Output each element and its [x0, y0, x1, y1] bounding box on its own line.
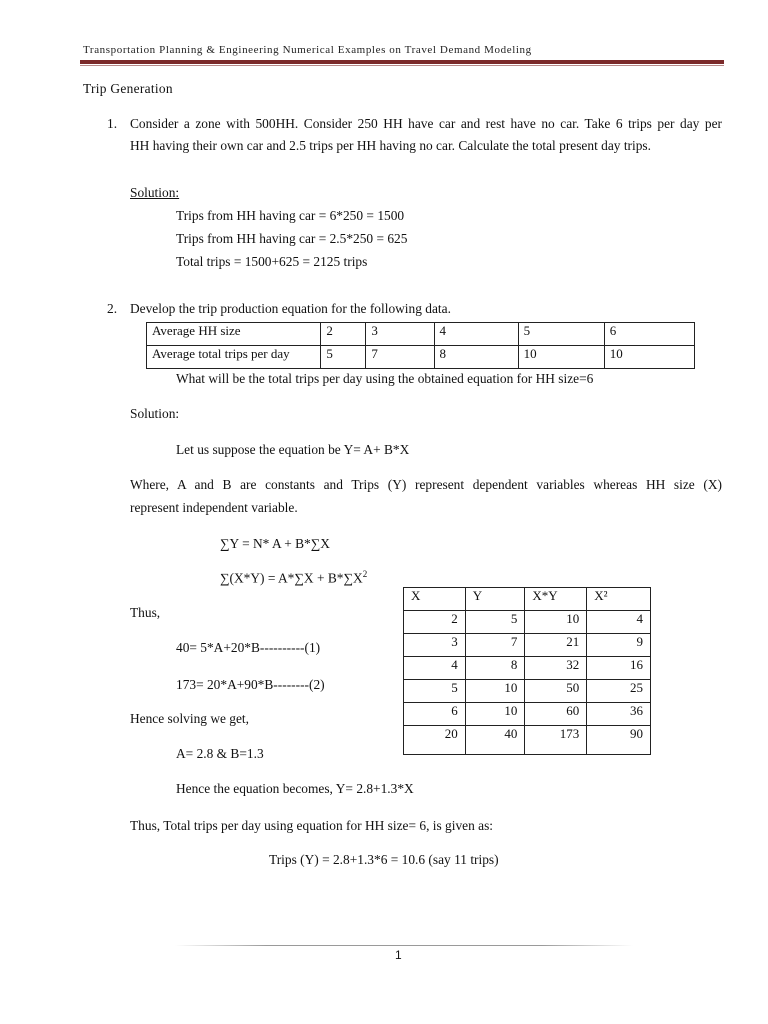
table-cell: 50 [525, 680, 587, 703]
table-row [404, 680, 651, 703]
header-rule-thin [80, 65, 724, 66]
table-header-row [404, 588, 651, 611]
numbered-equation-2: 173= 20*A+90*B--------(2) [176, 677, 325, 692]
table-cell: 173 [525, 726, 587, 755]
table-cell: 5 [518, 323, 604, 346]
equation-assumption: Let us suppose the equation be Y= A+ B*X [176, 442, 410, 457]
table-cell: 3 [404, 634, 466, 657]
problem-1-line-1: Consider a zone with 500HH. Consider 250 HH have car and rest have no car. Take 6 trips per day per [130, 116, 722, 131]
problem-1-line-2: HH having their own car and 2.5 trips per HH having no car. Calculate the total present day trips. [130, 138, 651, 153]
table-cell: 8 [434, 346, 518, 369]
table-cell: 20 [404, 726, 466, 755]
problem-2-statement: Develop the trip production equation for the following data. [130, 301, 451, 316]
table-cell: 2 [321, 323, 366, 346]
table-cell: 10 [525, 611, 587, 634]
table-row [404, 703, 651, 726]
superscript: 2 [362, 569, 368, 579]
normal-equation-sum-xy-text: ∑(X*Y) = A*∑X + B*∑X [220, 570, 363, 586]
table-cell: 10 [518, 346, 604, 369]
where-line-1: Where, A and B are constants and Trips (Y) represent dependent variables whereas HH size (X) [130, 477, 722, 492]
table-cell: 5 [404, 680, 466, 703]
table-header-cell: X*Y [525, 588, 587, 611]
table-cell: 32 [525, 657, 587, 680]
problem-1-solution-label: Solution: [130, 185, 180, 200]
table-cell: 10 [604, 346, 694, 369]
solution-constants: A= 2.8 & B=1.3 [176, 746, 264, 761]
table-row [404, 657, 651, 680]
table-cell: 2 [404, 611, 466, 634]
table-header-cell: Y [465, 588, 525, 611]
table-cell: 6 [404, 703, 466, 726]
table-row [404, 634, 651, 657]
table-total-row [404, 726, 651, 755]
table-cell: 4 [587, 611, 651, 634]
table-header-cell: X [404, 588, 466, 611]
problem-2-number: 2. [107, 301, 118, 316]
header-rule [80, 60, 724, 64]
table-cell: Average HH size [147, 323, 321, 346]
page-number: 1 [395, 948, 402, 962]
table-cell: 3 [366, 323, 434, 346]
table-row [147, 323, 695, 346]
problem-2-solution-label: Solution: [130, 406, 180, 421]
problem-1-step-3: Total trips = 1500+625 = 2125 trips [176, 254, 368, 269]
table-cell: 10 [465, 680, 525, 703]
table-cell: 7 [366, 346, 434, 369]
table-row [147, 346, 695, 369]
table-cell: 40 [465, 726, 525, 755]
table-cell: 4 [404, 657, 466, 680]
table-cell: 9 [587, 634, 651, 657]
table-cell: 4 [434, 323, 518, 346]
table-cell: 90 [587, 726, 651, 755]
footer-rule [175, 945, 633, 946]
table-cell: 7 [465, 634, 525, 657]
table-cell: 21 [525, 634, 587, 657]
section-title: Trip Generation [83, 81, 173, 96]
hence-solving: Hence solving we get, [130, 711, 249, 726]
table-cell: Average total trips per day [147, 346, 321, 369]
table-cell: 10 [465, 703, 525, 726]
final-equation: Hence the equation becomes, Y= 2.8+1.3*X [176, 781, 414, 796]
table-cell: 16 [587, 657, 651, 680]
table-cell: 5 [321, 346, 366, 369]
problem-1-step-1: Trips from HH having car = 6*250 = 1500 [176, 208, 405, 223]
table-row [404, 611, 651, 634]
numbered-equation-1: 40= 5*A+20*B----------(1) [176, 640, 321, 655]
table-cell: 5 [465, 611, 525, 634]
table-cell: 36 [587, 703, 651, 726]
normal-equation-sum-xy [220, 569, 367, 586]
thus-total-trips: Thus, Total trips per day using equation for HH size= 6, is given as: [130, 818, 494, 833]
table-cell: 60 [525, 703, 587, 726]
where-line-2: represent independent variable. [130, 500, 298, 515]
running-header: Transportation Planning & Engineering Numerical Examples on Travel Demand Modeling [83, 44, 532, 56]
table-cell: 6 [604, 323, 694, 346]
problem-1-number: 1. [107, 116, 118, 131]
problem-1-step-2: Trips from HH having car = 2.5*250 = 625 [176, 231, 408, 246]
normal-equation-sum-y: ∑Y = N* A + B*∑X [220, 536, 330, 551]
final-answer: Trips (Y) = 2.8+1.3*6 = 10.6 (say 11 trips) [269, 852, 499, 867]
problem-2-question: What will be the total trips per day using the obtained equation for HH size=6 [176, 371, 594, 386]
thus-label: Thus, [130, 605, 161, 620]
hh-data-table [146, 322, 695, 369]
table-cell: 25 [587, 680, 651, 703]
table-cell: 8 [465, 657, 525, 680]
table-header-cell: X² [587, 588, 651, 611]
calculation-table [403, 587, 651, 755]
